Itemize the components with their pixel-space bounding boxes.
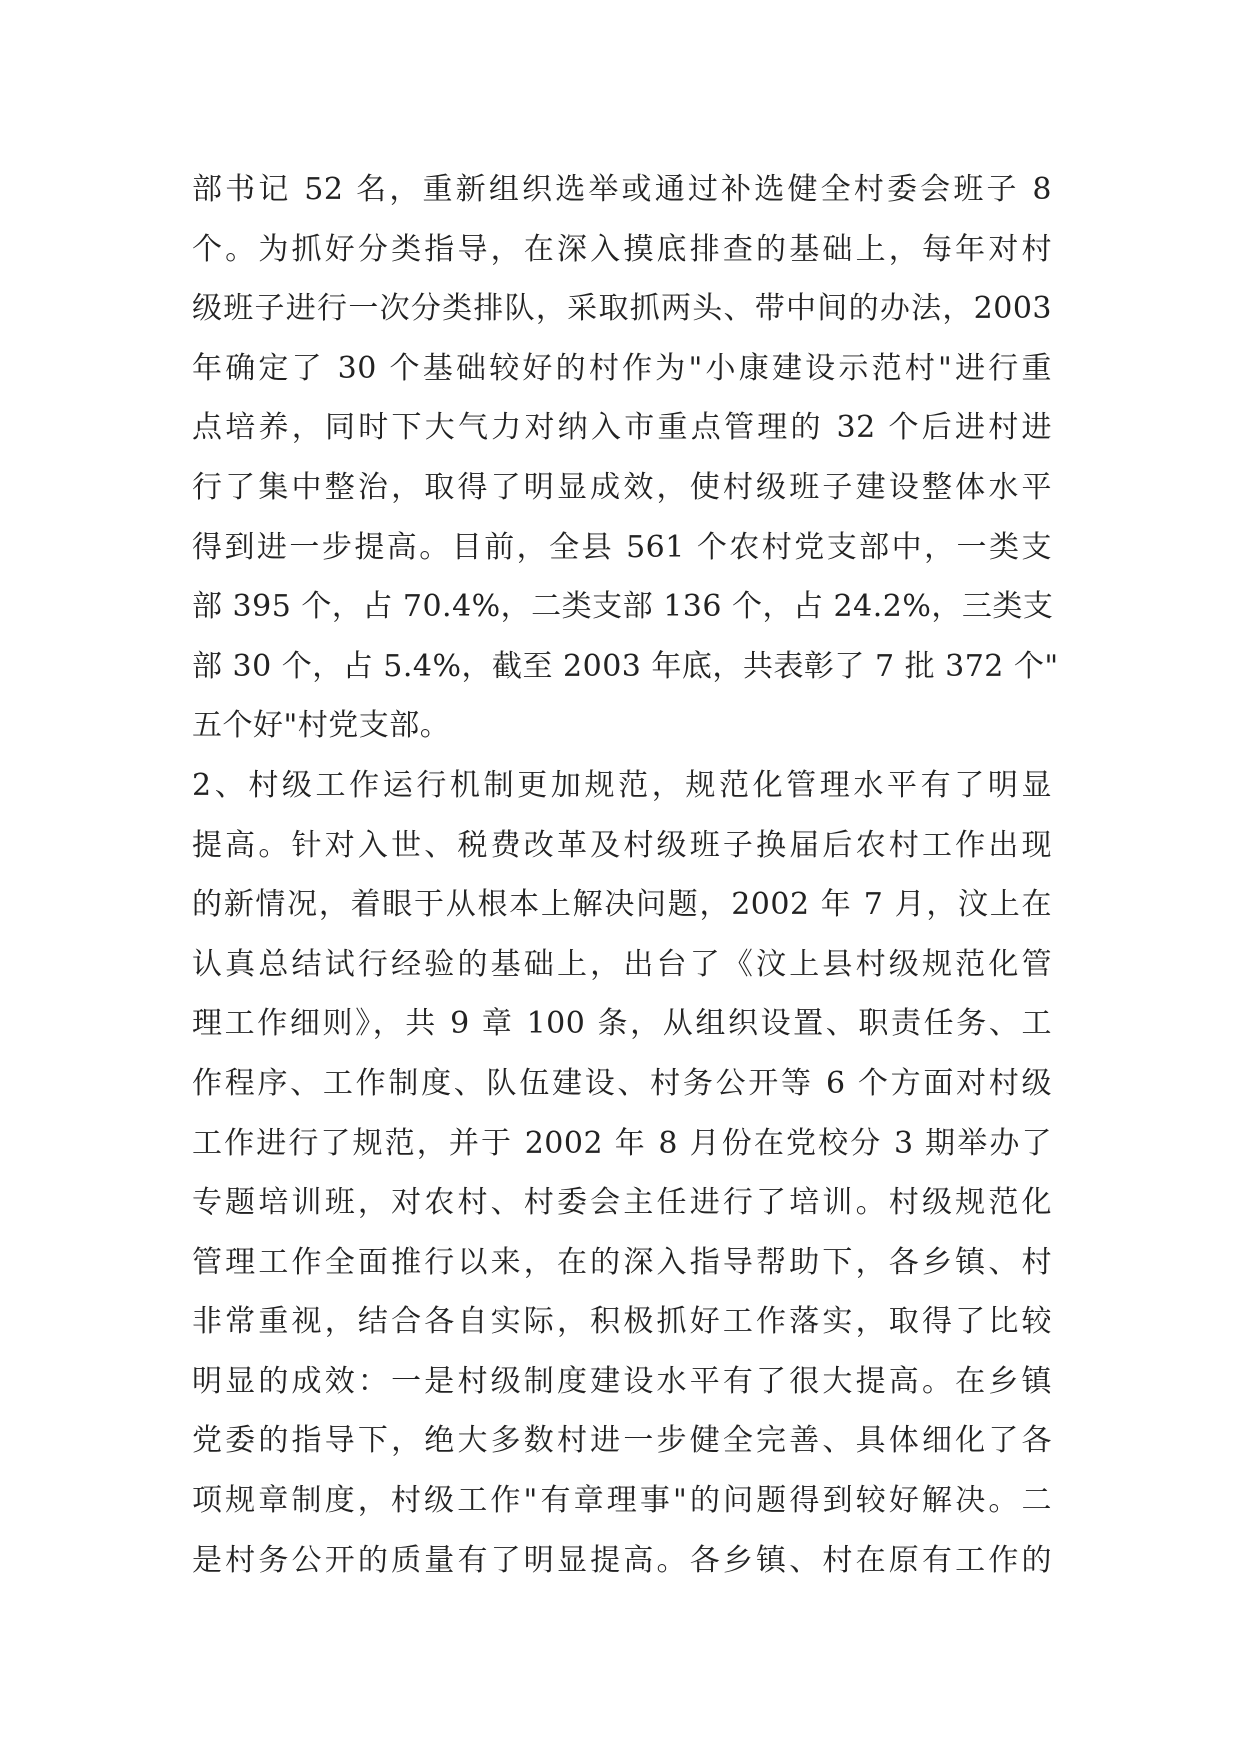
text-line: 管理工作全面推行以来，在的深入指导帮助下，各乡镇、村 <box>192 1244 1052 1280</box>
text-line: 的新情况，着眼于从根本上解决问题，2002 年 7 月，汶上在 <box>192 887 1052 923</box>
text-line: 是村务公开的质量有了明显提高。各乡镇、村在原有工作的 <box>192 1542 1052 1578</box>
text-line: 部书记 52 名，重新组织选举或通过补选健全村委会班子 8 <box>192 172 1052 207</box>
text-line: 明显的成效：一是村级制度建设水平有了很大提高。在乡镇 <box>192 1363 1052 1399</box>
text-line: 部 395 个，占 70.4%，二类支部 136 个，占 24.2%，三类支 <box>192 589 1054 625</box>
text-line: 作程序、工作制度、队伍建设、村务公开等 6 个方面对村级 <box>192 1065 1052 1101</box>
text-line: 得到进一步提高。目前，全县 561 个农村党支部中，一类支 <box>192 529 1052 565</box>
text-line: 党委的指导下，绝大多数村进一步健全完善、具体细化了各 <box>192 1423 1052 1459</box>
text-line: 工作进行了规范，并于 2002 年 8 月份在党校分 3 期举办了 <box>192 1125 1052 1161</box>
text-line: 2、村级工作运行机制更加规范，规范化管理水平有了明显 <box>192 767 1052 803</box>
text-line: 专题培训班，对农村、村委会主任进行了培训。村级规范化 <box>192 1185 1052 1221</box>
text-line: 行了集中整治，取得了明显成效，使村级班子建设整体水平 <box>192 469 1052 505</box>
text-line: 级班子进行一次分类排队，采取抓两头、带中间的办法，2003 <box>192 291 1052 327</box>
text-line: 项规章制度，村级工作"有章理事"的问题得到较好解决。二 <box>192 1483 1052 1519</box>
text-line: 提高。针对入世、税费改革及村级班子换届后农村工作出现 <box>192 827 1052 863</box>
body-text <box>192 160 1059 1590</box>
text-line: 个。为抓好分类指导，在深入摸底排查的基础上，每年对村 <box>192 231 1052 267</box>
text-line: 部 30 个，占 5.4%，截至 2003 年底，共表彰了 7 批 372 个" <box>192 648 1059 684</box>
text-line: 理工作细则》，共 9 章 100 条，从组织设置、职责任务、工 <box>192 1006 1052 1042</box>
text-line: 点培养，同时下大气力对纳入市重点管理的 32 个后进村进 <box>192 410 1052 446</box>
text-line: 认真总结试行经验的基础上，出台了《汶上县村级规范化管 <box>192 946 1052 982</box>
text-line: 非常重视，结合各自实际，积极抓好工作落实，取得了比较 <box>192 1304 1052 1340</box>
text-line: 五个好"村党支部。 <box>192 708 451 744</box>
text-line: 年确定了 30 个基础较好的村作为"小康建设示范村"进行重 <box>192 350 1052 386</box>
